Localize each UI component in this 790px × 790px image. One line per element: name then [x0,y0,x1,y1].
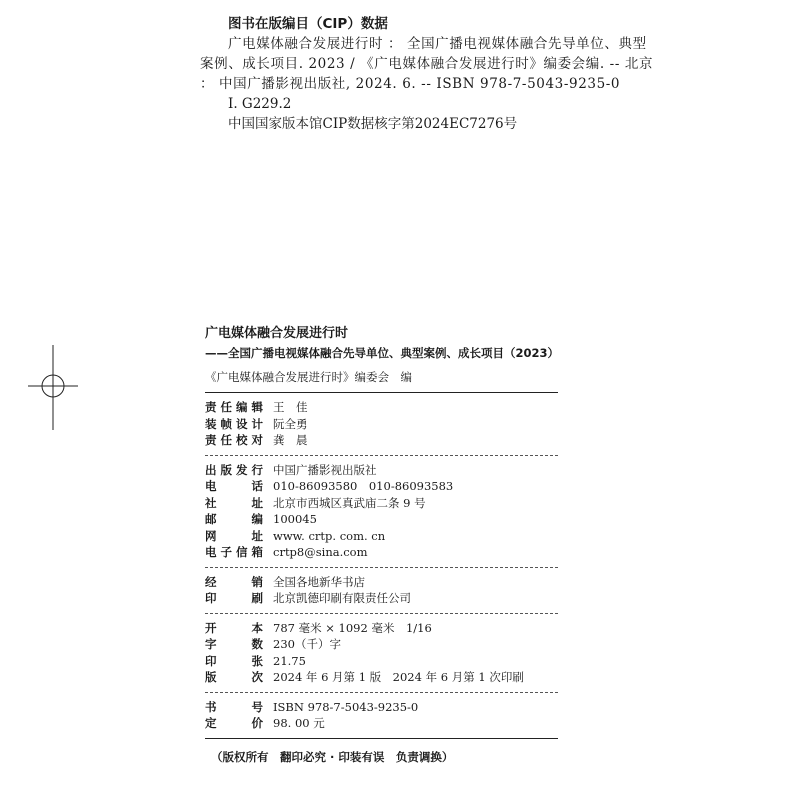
detail-label: 经 销 [205,574,263,589]
detail-row [205,416,558,433]
detail-row [205,478,558,495]
detail-label: 电 子 信 箱 [205,545,263,559]
detail-value: 北京市西城区真武庙二条 9 号 [273,495,426,510]
detail-label: 印 张 [205,653,263,668]
detail-row [205,669,558,686]
colophon [205,324,558,765]
detail-value: 中国广播影视出版社 [273,462,377,477]
detail-group [205,393,558,455]
detail-row [205,495,558,512]
detail-row [205,636,558,653]
detail-label: 印 刷 [205,591,263,605]
detail-row [205,432,558,449]
detail-value: ISBN 978-7-5043-9235-0 [273,699,419,714]
detail-value: 王 佳 [273,400,308,414]
detail-label: 责 任 编 辑 [205,400,263,414]
detail-label: 责 任 校 对 [205,433,263,447]
cip-block [200,14,660,134]
detail-row [205,653,558,670]
detail-row [205,590,558,607]
detail-label: 定 价 [205,716,263,730]
detail-row [205,399,558,416]
detail-group [205,568,558,613]
detail-group [205,693,558,738]
detail-value: 龚 晨 [273,433,308,447]
detail-label: 电 话 [205,479,263,493]
detail-row [205,462,558,479]
detail-value: 21.75 [273,653,306,668]
cip-description: 广电媒体融合发展进行时 ： 全国广播电视媒体融合先导单位、典型案例、成长项目. 2023 / 《广电媒体融合发展进行时》编委会编. -- 北京 ： 中国广播影视出版社, 2024. 6. -- ISBN 978-7-5043-9235-0 [200,36,654,92]
cip-number: 中国国家版本馆CIP数据核字第2024EC7276号 [228,116,518,132]
detail-label: 社 址 [205,495,263,510]
colophon-details [205,393,558,738]
detail-row [205,511,558,528]
detail-label: 网 址 [205,528,263,543]
book-title: 广电媒体融合发展进行时 [205,326,349,341]
cip-classification: Ⅰ. G229.2 [228,96,292,112]
detail-value: 010-86093580 010-86093583 [273,479,454,493]
detail-group [205,614,558,692]
detail-label: 字 数 [205,637,263,651]
detail-row [205,620,558,637]
detail-value: www. crtp. com. cn [273,528,386,543]
book-editors: 《广电媒体融合发展进行时》编委会 编 [205,370,412,384]
detail-row [205,699,558,716]
book-subtitle: ——全国广播电视媒体融合先导单位、典型案例、成长项目（2023） [205,346,560,360]
detail-row [205,715,558,732]
detail-label: 装 帧 设 计 [205,416,263,431]
crop-mark-icon [28,345,78,430]
detail-row [205,574,558,591]
detail-label: 出 版 发 行 [205,462,263,477]
detail-row [205,544,558,561]
detail-value: 787 毫米 × 1092 毫米 1/16 [273,620,432,635]
detail-row [205,528,558,545]
detail-value: 全国各地新华书店 [273,574,365,589]
detail-label: 版 次 [205,670,263,684]
detail-value: crtp8@sina.com [273,545,368,559]
detail-group [205,456,558,567]
detail-label: 开 本 [205,620,263,635]
detail-value: 230（千）字 [273,637,341,651]
detail-label: 邮 编 [205,512,263,526]
copyright-notice: （版权所有 翻印必究 · 印装有误 负责调换） [211,749,454,764]
cip-heading: 图书在版编目（CIP）数据 [228,16,388,32]
detail-value: 2024 年 6 月第 1 版 2024 年 6 月第 1 次印刷 [273,670,524,684]
detail-label: 书 号 [205,699,263,714]
detail-value: 100045 [273,512,317,526]
detail-value: 北京凯德印刷有限责任公司 [273,591,411,605]
divider [205,738,558,739]
detail-value: 阮全勇 [273,416,308,431]
detail-value: 98. 00 元 [273,716,325,730]
